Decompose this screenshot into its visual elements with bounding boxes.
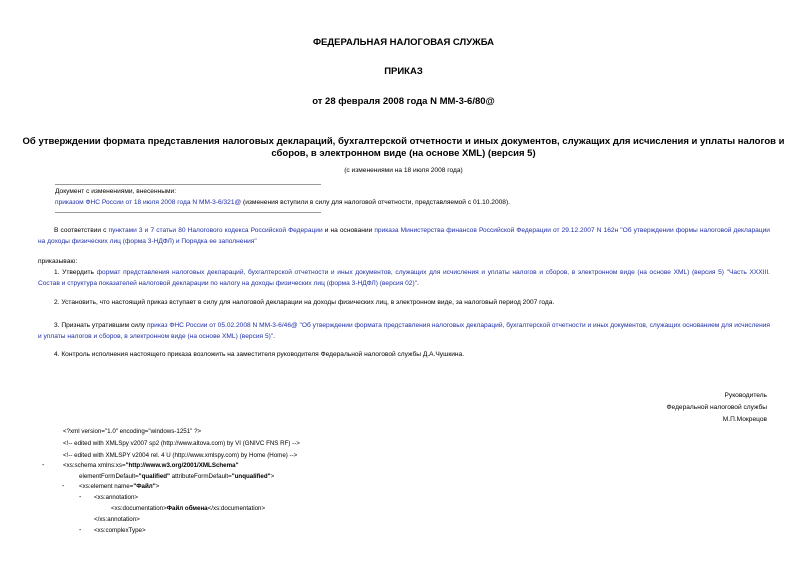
signature-position: Руководитель (724, 392, 767, 399)
afd-attr: attributeFormDefault= (169, 473, 232, 480)
xml-complextype-open: <xs:complexType> (94, 527, 146, 534)
collapse-toggle-element[interactable]: - (62, 483, 65, 490)
xml-annotation-close: </xs:annotation> (94, 516, 140, 523)
changes-line (55, 197, 510, 208)
order-item-2: 2. Установить, что настоящий приказ вступает в силу для налоговой декларации на доходы физических лиц, в электронном виде, за налоговый период 2007 года. (54, 299, 555, 306)
xml-declaration: <?xml version="1.0" encoding="windows-1251" ?> (63, 428, 202, 435)
document-date-number: от 28 февраля 2008 года N ММ-3-6/80@ (312, 96, 495, 107)
efd-value: "qualified" (138, 473, 170, 480)
divider-bottom (55, 212, 321, 213)
xml-documentation (111, 504, 265, 514)
item-1-number: 1. Утвердить (54, 269, 97, 276)
item-3-end: . (273, 333, 276, 340)
agency-name: ФЕДЕРАЛЬНАЯ НАЛОГОВАЯ СЛУЖБА (312, 37, 495, 48)
schema-namespace: "http://www.w3.org/2001/XMLSchema" (125, 462, 239, 469)
order-item-1 (38, 267, 770, 289)
xml-annotation-open: <xs:annotation> (94, 494, 139, 501)
format-link[interactable]: формат представления налоговых деклараций, бухгалтерской отчетности и иных документов, служащих для исчисления и уплаты налогов и сборов, в электронном виде (на основе XML) (версия 5) "Часть XXXIII. Состав и структура показателей налоговой декларации по налогу на доходы физических лиц (форма 3-НДФЛ) (версия 02)" (38, 269, 770, 287)
documentation-close: </xs:documentation> (207, 505, 266, 512)
collapse-toggle-schema[interactable]: - (42, 462, 45, 469)
xml-comment-1: <!-- edited with XMLSpy v2007 sp2 (http://www.altova.com) by VI (GNIVC FNS RF) --> (63, 440, 300, 447)
afd-value: "unqualified" (231, 473, 271, 480)
xml-schema-open (63, 461, 239, 471)
title-line-1: Об утверждении формата представления налоговых деклараций, бухгалтерской отчетности и иных документов, служащих для исчисления и уплаты налогов и (22, 136, 785, 147)
collapse-toggle-complextype[interactable]: - (79, 527, 82, 534)
signature-name: М.П.Мокрецов (722, 416, 767, 423)
order-word: приказываю: (38, 258, 78, 265)
order-item-4: 4. Контроль исполнения настоящего приказа возложить на заместителя руководителя Федеральной налоговой службы Д.А.Чушкина. (54, 351, 465, 358)
xml-element-open (79, 482, 159, 492)
afd-close: > (270, 473, 275, 480)
repealed-order-link[interactable]: приказ ФНС России от 05.02.2008 N ММ-3-6/46@ "Об утверждении формата представления налоговых деклараций, бухгалтерской отчетности и иных документов, служащих основанием для исчисления и уплаты налогов и сборов, в электронном виде (на основе XML) (версия 5)" (38, 322, 770, 340)
document-title (0, 136, 807, 160)
schema-tag: <xs:schema xmlns:xs= (63, 462, 126, 469)
title-line-2: сборов, в электронном виде (на основе XML) (версия 5) (271, 148, 536, 159)
collapse-toggle-annotation[interactable]: - (79, 494, 82, 501)
efd-attr: elementFormDefault= (79, 473, 139, 480)
divider-top (55, 184, 321, 185)
minfin-order-link[interactable]: приказа Министерства финансов Российской Федерации от 29.12.2007 N 162н "Об утверждении формы налоговой декларации на доходы физических лиц (форма 3-НДФЛ) и Порядка ее заполнения" (38, 227, 770, 245)
element-name: "Файл" (133, 483, 156, 490)
signature-agency: Федеральной налоговой службы (666, 404, 767, 411)
element-close: > (155, 483, 160, 490)
preamble-text-1: В соответствии с (54, 227, 109, 234)
order-item-3 (38, 320, 770, 342)
preamble-text-2: и на основании (322, 227, 375, 234)
changes-link[interactable]: приказом ФНС России от 18 июля 2008 года N ММ-3-6/321@ (55, 199, 242, 206)
element-tag: <xs:element name= (79, 483, 134, 490)
xml-schema-attrs (79, 472, 274, 482)
changes-tail: (изменения вступили в силу для налоговой отчетности, представляемой с 01.10.2008). (241, 199, 510, 206)
revision-note: (с изменениями на 18 июля 2008 года) (344, 167, 463, 174)
changes-label: Документ с изменениями, внесенными: (55, 188, 177, 195)
xml-comment-2: <!-- edited with XMLSPY v2004 rel. 4 U (http://www.xmlspy.com) by Home (Home) --> (63, 452, 298, 459)
item-3-number: 3. Признать утратившим силу (54, 322, 147, 329)
item-1-end: . (417, 280, 419, 287)
tax-code-link[interactable]: пунктами 3 и 7 статьи 80 Налогового кодекса Российской Федерации (108, 227, 323, 234)
preamble-paragraph (38, 225, 770, 247)
documentation-text: Файл обмена (166, 505, 208, 512)
signature-block (667, 390, 767, 425)
documentation-open: <xs:documentation> (111, 505, 167, 512)
document-type: ПРИКАЗ (384, 66, 423, 77)
